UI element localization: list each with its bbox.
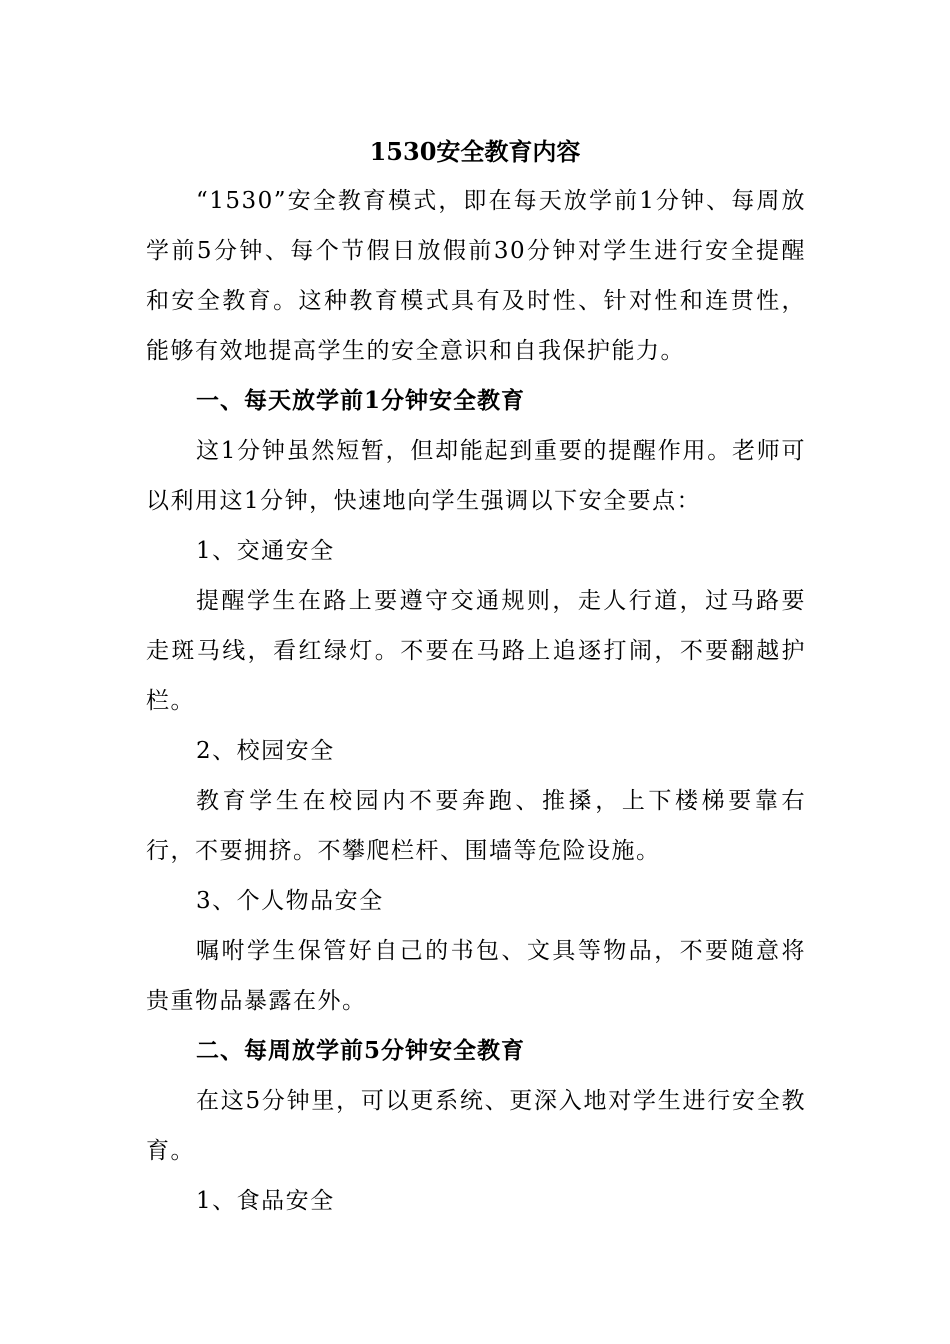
section-1-heading: 一、每天放学前1分钟安全教育 (196, 387, 526, 414)
document-title: 1530安全教育内容 (369, 137, 581, 166)
section-2-item-1-title: 1、食品安全 (196, 1188, 335, 1214)
section-1-item-3-title: 3、个人物品安全 (196, 888, 384, 914)
section-2-lead: 在这5分钟里，可以更系统、更深入地对学生进行安全教育。 (146, 1088, 806, 1164)
section-1-item-2-body: 教育学生在校园内不要奔跑、推搡，上下楼梯要靠右行，不要拥挤。不攀爬栏杆、围墙等危险设施。 (146, 788, 806, 864)
section-1-item-1-body: 提醒学生在路上要遵守交通规则，走人行道，过马路要走斑马线，看红绿灯。不要在马路上追逐打闹，不要翻越护栏。 (146, 588, 806, 714)
section-2-heading: 二、每周放学前5分钟安全教育 (196, 1037, 526, 1064)
section-1-item-3-body: 嘱咐学生保管好自己的书包、文具等物品，不要随意将贵重物品暴露在外。 (146, 938, 806, 1014)
intro-paragraph: “1530”安全教育模式，即在每天放学前1分钟、每周放学前5分钟、每个节假日放假前30分钟对学生进行安全提醒和安全教育。这种教育模式具有及时性、针对性和连贯性，能够有效地提高学生的安全意识和自我保护能力。 (146, 188, 806, 364)
section-1-lead: 这1分钟虽然短暂，但却能起到重要的提醒作用。老师可以利用这1分钟，快速地向学生强调以下安全要点： (146, 438, 806, 514)
section-1-item-1-title: 1、交通安全 (196, 538, 335, 564)
section-1-item-2-title: 2、校园安全 (196, 738, 335, 764)
document-body (146, 176, 806, 1226)
